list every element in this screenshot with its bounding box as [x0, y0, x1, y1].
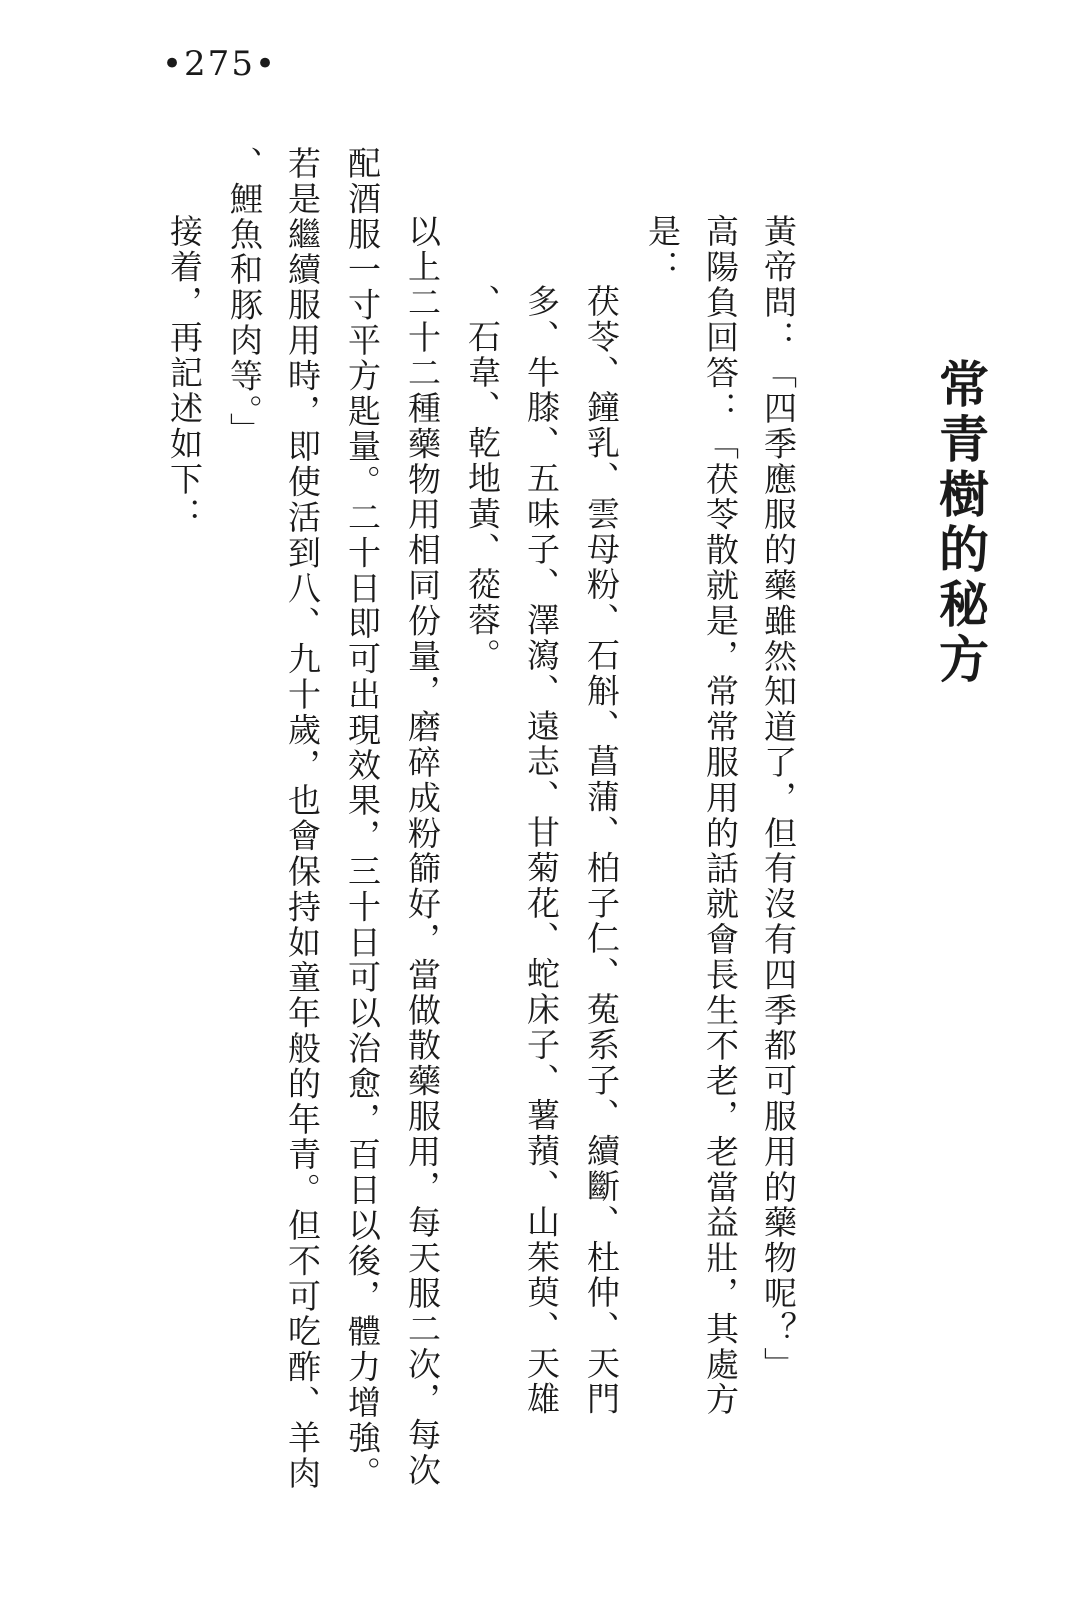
text-column-1: 黃帝問：「四季應服的藥雖然知道了，但有沒有四季都可服用的藥物呢？」	[759, 214, 798, 1383]
page-title: 常青樹的秘方	[931, 358, 989, 688]
text-column-6: 、石韋、乾地黃、蓯蓉。	[463, 284, 502, 674]
page-number: •275•	[162, 44, 278, 84]
text-column-4: 茯苓、鐘乳、雲母粉、石斛、菖蒲、柏子仁、菟系子、續斷、杜仲、天門	[582, 284, 621, 1417]
text-column-9: 若是繼續服用時，即使活到八、九十歲，也會保持如童年般的年青。但不可吃酢、羊肉	[283, 146, 322, 1492]
text-column-8: 配酒服一寸平方匙量。二十日即可出現效果，三十日可以治愈，百日以後，體力增強。	[343, 146, 382, 1492]
text-column-2: 高陽負回答：「茯苓散就是，常常服用的話就會長生不老，老當益壯，其處方	[701, 214, 740, 1418]
text-column-7: 以上二十二種藥物用相同份量，磨碎成粉篩好，當做散藥服用，每天服二次，每次	[403, 214, 442, 1489]
text-column-3: 是：	[643, 214, 682, 285]
text-column-10: 、鯉魚和豚肉等。」	[225, 146, 264, 449]
text-column-11: 接着，再記述如下：	[165, 214, 204, 533]
text-column-5: 多、牛膝、五味子、澤瀉、遠志、甘菊花、蛇床子、薯蕷、山茱萸、天雄	[522, 284, 561, 1417]
